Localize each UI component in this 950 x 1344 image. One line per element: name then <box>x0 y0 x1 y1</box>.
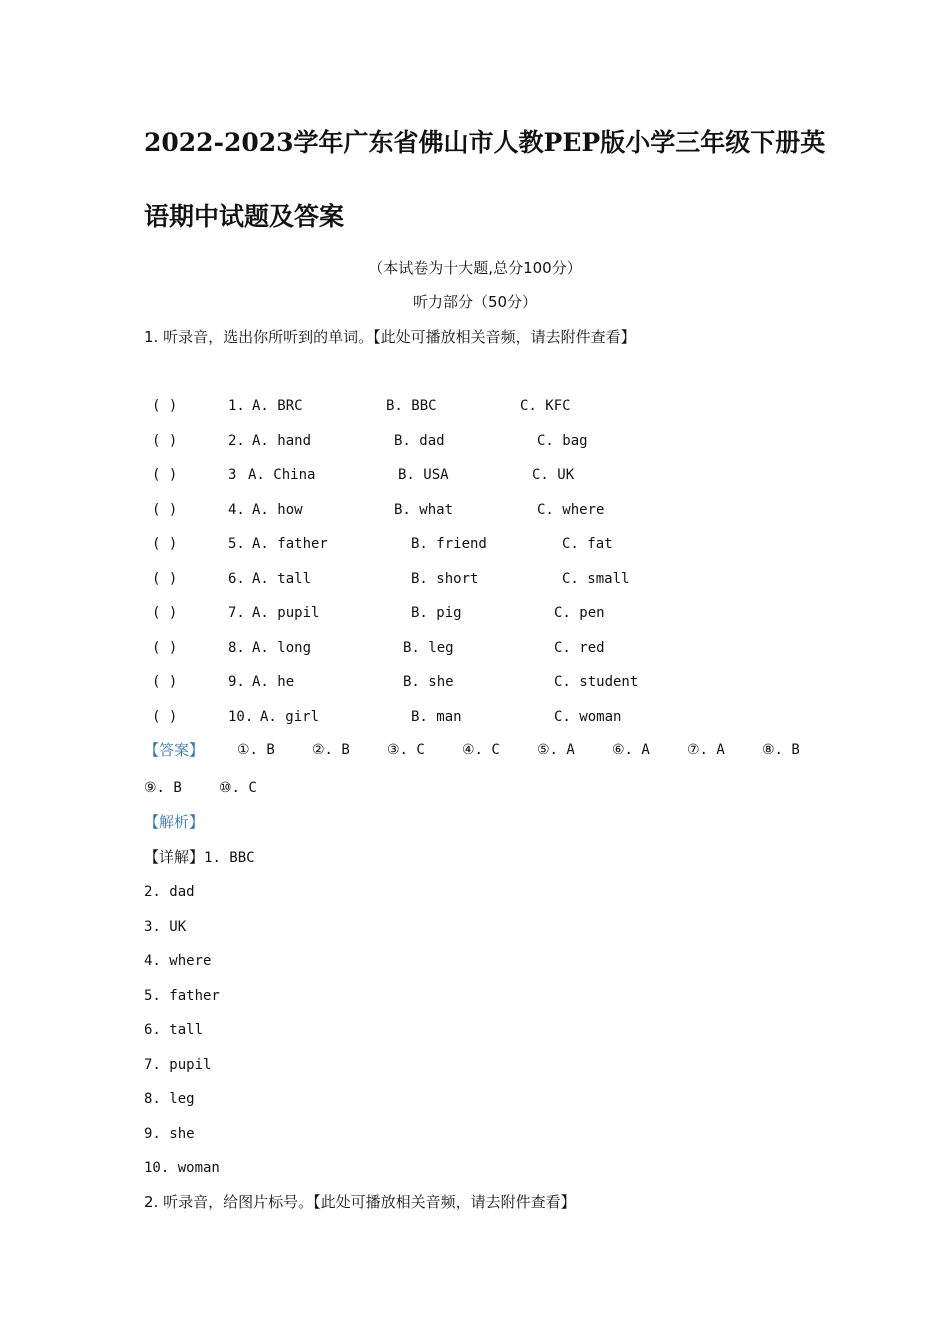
question-number: 8. <box>228 639 245 656</box>
answer-blank[interactable]: ( ) <box>152 639 178 656</box>
option-c: C. student <box>554 674 639 690</box>
option-a: A. BRC <box>252 398 303 414</box>
answer-blank[interactable]: ( ) <box>152 398 178 414</box>
question-number: 6. <box>228 570 245 587</box>
question-number: 2. <box>228 432 245 449</box>
question-number: 5. <box>228 536 245 552</box>
option-c: C. pen <box>554 605 605 621</box>
answer-item: ⑨. B <box>144 780 182 796</box>
answer-blank[interactable]: ( ) <box>152 708 178 725</box>
option-a: A. tall <box>252 570 312 587</box>
analysis-line: 7. pupil <box>144 1056 212 1073</box>
option-b: B. man <box>411 708 462 725</box>
analysis-line: 2. dad <box>144 884 195 900</box>
answer-blank[interactable]: ( ) <box>152 432 178 449</box>
option-a: A. China <box>248 467 316 483</box>
answer-blank[interactable]: ( ) <box>152 570 178 587</box>
option-c: C. fat <box>562 536 613 552</box>
detail-row <box>144 847 255 868</box>
answer-item: ②. B <box>312 742 350 758</box>
analysis-label: 【解析】 <box>144 813 205 831</box>
analysis-row <box>144 812 204 832</box>
option-b: B. BBC <box>386 398 437 414</box>
option-c: C. KFC <box>520 398 571 414</box>
section-heading: 听力部分（50分） <box>412 293 538 311</box>
answer-blank[interactable]: ( ) <box>152 467 178 483</box>
analysis-line: 9. she <box>144 1125 195 1142</box>
option-b: B. leg <box>403 639 454 656</box>
analysis-line: 8. leg <box>144 1091 195 1107</box>
analysis-line: 6. tall <box>144 1022 204 1038</box>
option-b: B. pig <box>411 605 462 621</box>
option-a: A. girl <box>260 708 320 725</box>
answer-item: ⑥. A <box>612 742 650 758</box>
option-a: A. father <box>252 536 328 552</box>
option-a: A. how <box>252 501 303 518</box>
option-b: B. dad <box>394 432 445 449</box>
detail-first: 1. BBC <box>204 850 255 866</box>
answer-item: ④. C <box>462 742 500 758</box>
answer-item: ①. B <box>237 742 275 758</box>
detail-label: 【详解】 <box>144 848 205 866</box>
option-a: A. hand <box>252 432 312 449</box>
option-c: C. UK <box>532 467 575 483</box>
answer-item: ⑤. A <box>537 742 575 758</box>
answer-item: ⑧. B <box>762 742 800 758</box>
analysis-line: 10. woman <box>144 1160 220 1176</box>
doc-title-line1: 2022-2023学年广东省佛山市人教PEP版小学三年级下册英 <box>144 128 826 157</box>
option-c: C. woman <box>554 708 622 725</box>
answer-item: ⑩. C <box>219 780 257 796</box>
question-number: 1. <box>228 398 245 414</box>
answer-blank[interactable]: ( ) <box>152 536 178 552</box>
option-a: A. long <box>252 639 312 656</box>
analysis-line: 4. where <box>144 953 212 969</box>
option-a: A. pupil <box>252 605 320 621</box>
option-b: B. short <box>411 570 479 587</box>
answer-blank[interactable]: ( ) <box>152 674 178 690</box>
option-b: B. she <box>403 674 454 690</box>
answer-item: ⑦. A <box>687 742 725 758</box>
answer-blank[interactable]: ( ) <box>152 501 178 518</box>
doc-title-line2: 语期中试题及答案 <box>144 202 345 231</box>
option-c: C. where <box>537 501 605 518</box>
question-1-heading: 1. 听录音，选出你所听到的单词。【此处可播放相关音频，请去附件查看】 <box>144 328 636 346</box>
option-b: B. friend <box>411 536 487 552</box>
doc-subtitle: （本试卷为十大题,总分100分） <box>368 259 582 277</box>
option-b: B. USA <box>398 467 449 483</box>
answer-blank[interactable]: ( ) <box>152 605 178 621</box>
answer-row <box>144 740 204 760</box>
question-number: 3 <box>228 467 237 483</box>
question-number: 4. <box>228 501 245 518</box>
option-c: C. red <box>554 639 605 656</box>
answer-item: ③. C <box>387 742 425 758</box>
option-c: C. small <box>562 570 630 587</box>
question-number: 10. <box>228 708 254 725</box>
option-c: C. bag <box>537 432 588 449</box>
question-2-heading: 2. 听录音，给图片标号。【此处可播放相关音频，请去附件查看】 <box>144 1193 576 1211</box>
question-number: 7. <box>228 605 245 621</box>
analysis-line: 5. father <box>144 987 220 1004</box>
question-number: 9. <box>228 674 245 690</box>
option-a: A. he <box>252 674 295 690</box>
analysis-line: 3. UK <box>144 918 187 935</box>
answer-label: 【答案】 <box>144 741 205 759</box>
option-b: B. what <box>394 501 454 518</box>
